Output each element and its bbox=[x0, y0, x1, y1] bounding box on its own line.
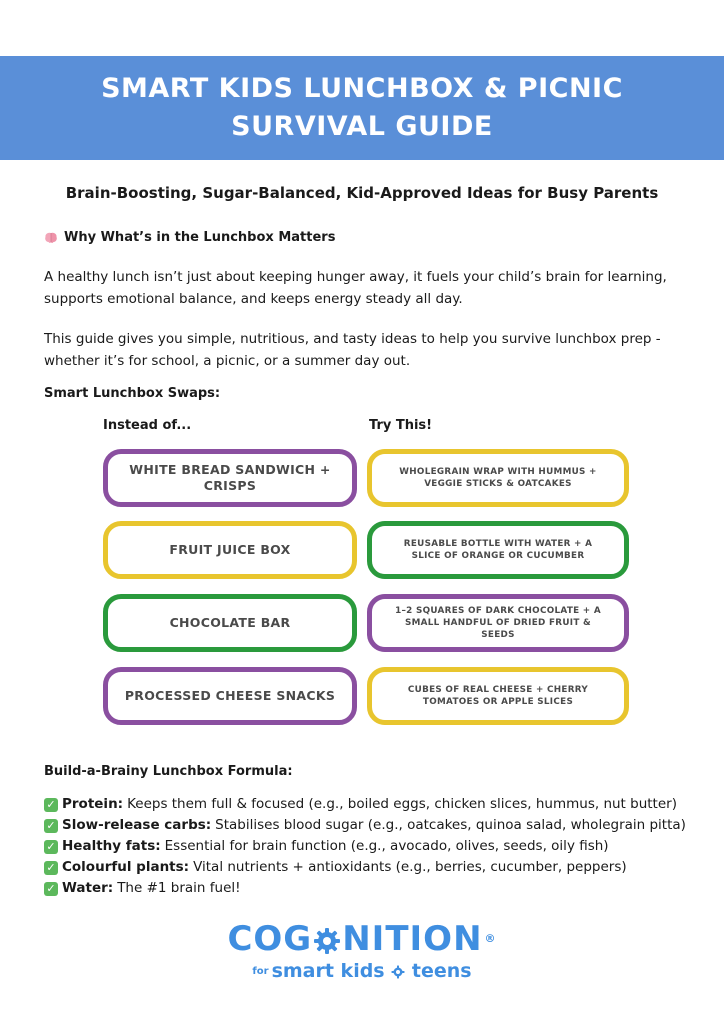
formula-item-label: Slow-release carbs: bbox=[62, 817, 212, 833]
intro-paragraph-1: A healthy lunch isn’t just about keeping hunger away, it fuels your child’s brain for learning, supports emotional balance, and keeps energy steady all day. bbox=[44, 269, 667, 307]
registered-mark: ® bbox=[484, 932, 497, 945]
formula-item-text: The #1 brain fuel! bbox=[117, 880, 241, 896]
gear-icon bbox=[313, 927, 341, 955]
why-heading bbox=[44, 230, 335, 245]
logo-wordmark bbox=[0, 920, 724, 958]
swap-instead-box: PROCESSED CHEESE SNACKS bbox=[103, 667, 357, 725]
swap-instead-box: CHOCOLATE BAR bbox=[103, 594, 357, 652]
list-item bbox=[44, 857, 686, 878]
check-icon: ✓ bbox=[44, 861, 58, 875]
swap-try-box: CUBES OF REAL CHEESE + CHERRY TOMATOES OR APPLE SLICES bbox=[367, 667, 629, 725]
formula-item-text: Stabilises blood sugar (e.g., oatcakes, quinoa salad, wholegrain pitta) bbox=[215, 817, 686, 833]
page-title: SMART KIDS LUNCHBOX & PICNIC SURVIVAL GUIDE bbox=[101, 73, 623, 142]
formula-heading: Build-a-Brainy Lunchbox Formula: bbox=[44, 764, 293, 779]
title-banner bbox=[0, 56, 724, 160]
list-item bbox=[44, 794, 686, 815]
why-heading-text: Why What’s in the Lunchbox Matters bbox=[64, 230, 336, 245]
formula-item-label: Water: bbox=[62, 880, 114, 896]
logo-tag-part: smart kids bbox=[271, 960, 385, 982]
swap-instead-box: WHITE BREAD SANDWICH + CRISPS bbox=[103, 449, 357, 507]
formula-item-label: Protein: bbox=[62, 796, 124, 812]
list-item bbox=[44, 836, 686, 857]
formula-item-label: Healthy fats: bbox=[62, 838, 161, 854]
formula-list bbox=[44, 794, 686, 899]
logo-tag-part: teens bbox=[411, 960, 472, 982]
brain-icon bbox=[44, 232, 58, 244]
check-icon: ✓ bbox=[44, 882, 58, 896]
swap-try-box: REUSABLE BOTTLE WITH WATER + A SLICE OF ORANGE OR CUCUMBER bbox=[367, 521, 629, 579]
formula-item-text: Vital nutrients + antioxidants (e.g., berries, cucumber, peppers) bbox=[193, 859, 627, 875]
intro-paragraph-2: This guide gives you simple, nutritious, and tasty ideas to help you survive lunchbox prep - whether it’s for school, a picnic, or a summer day out. bbox=[44, 331, 661, 369]
page-subtitle: Brain-Boosting, Sugar-Balanced, Kid-Approved Ideas for Busy Parents bbox=[65, 184, 659, 202]
list-item bbox=[44, 815, 686, 836]
check-icon: ✓ bbox=[44, 840, 58, 854]
logo-tag-for: for bbox=[252, 965, 269, 977]
try-column-header: Try This! bbox=[369, 418, 433, 433]
check-icon: ✓ bbox=[44, 819, 58, 833]
swap-try-box: 1–2 SQUARES OF DARK CHOCOLATE + A SMALL HANDFUL OF DRIED FRUIT & SEEDS bbox=[367, 594, 629, 652]
formula-item-text: Keeps them full & focused (e.g., boiled eggs, chicken slices, hummus, nut butter) bbox=[127, 796, 677, 812]
gear-icon bbox=[391, 965, 405, 979]
formula-item-text: Essential for brain function (e.g., avocado, olives, seeds, oily fish) bbox=[164, 838, 609, 854]
logo-word-part: NITION bbox=[342, 919, 483, 959]
formula-item-label: Colourful plants: bbox=[62, 859, 190, 875]
logo-tagline bbox=[0, 960, 724, 983]
logo-word-part: COG bbox=[227, 919, 313, 959]
cognition-logo bbox=[0, 920, 724, 983]
swap-instead-box: FRUIT JUICE BOX bbox=[103, 521, 357, 579]
check-icon: ✓ bbox=[44, 798, 58, 812]
list-item bbox=[44, 878, 686, 899]
swap-try-box: WHOLEGRAIN WRAP WITH HUMMUS + VEGGIE STICKS & OATCAKES bbox=[367, 449, 629, 507]
swaps-heading: Smart Lunchbox Swaps: bbox=[44, 386, 221, 401]
instead-column-header: Instead of... bbox=[103, 418, 192, 433]
